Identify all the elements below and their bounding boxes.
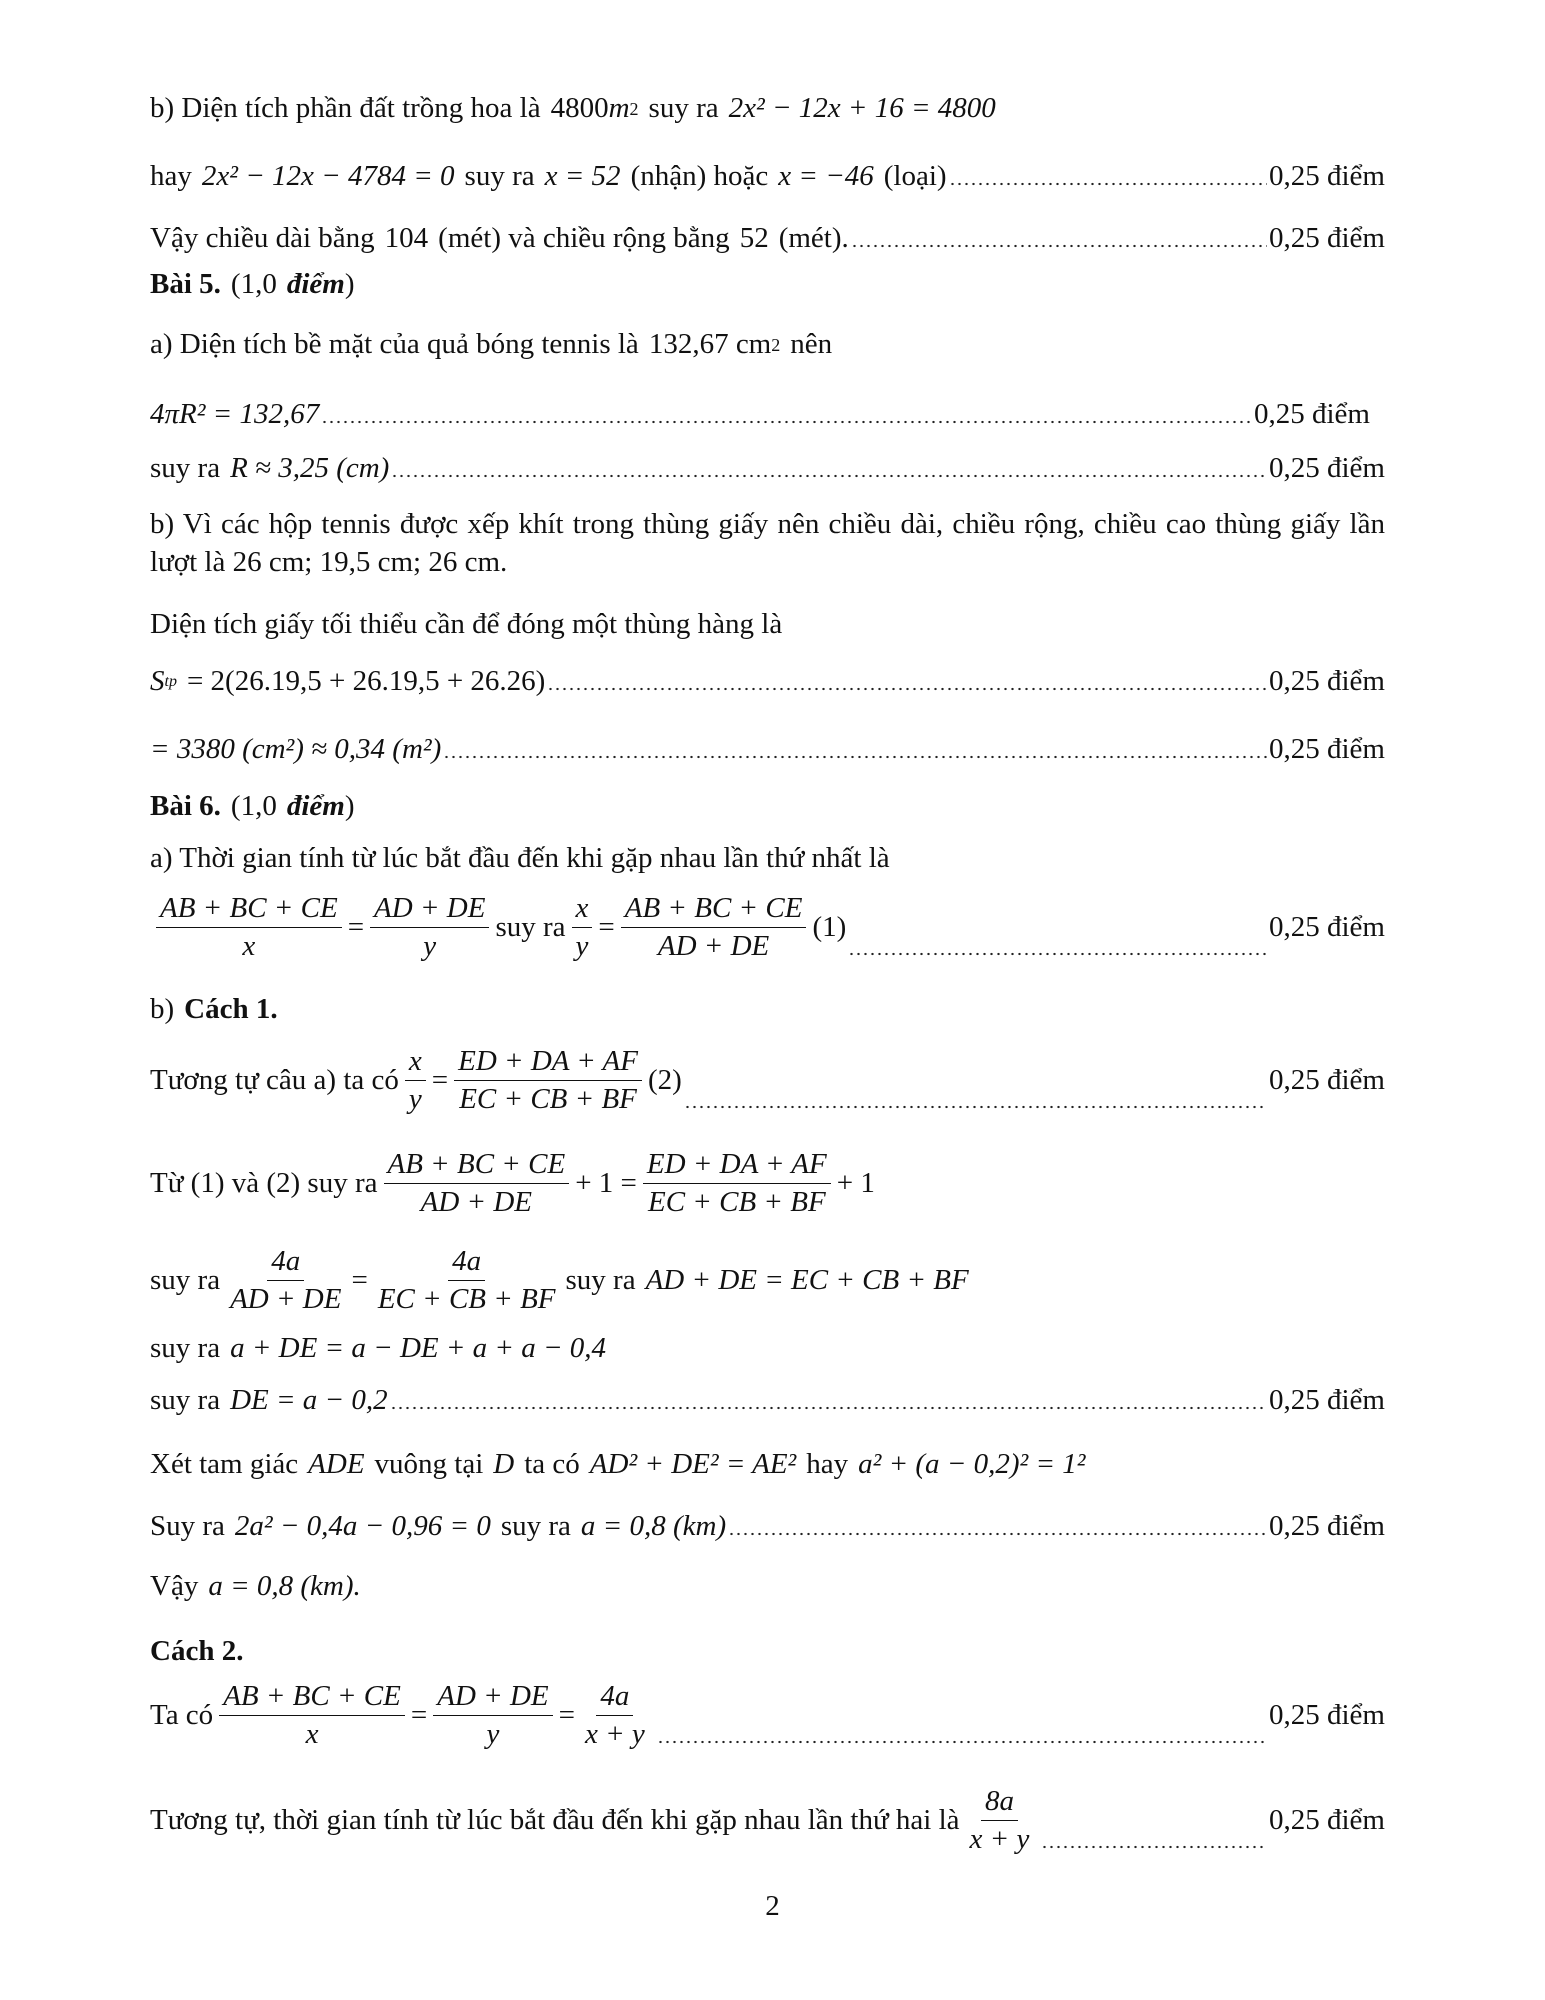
fraction: $\frac{x}{y}$ (572, 892, 593, 963)
score-label: 0,25 điểm (1254, 398, 1370, 430)
b4-area-line: b) Diện tích phần đất trồng hoa là 4800 m 2 suy ra 2x² − 12x + 16 = 4800 (150, 92, 996, 124)
b6-suy-line: Suy ra 2a² − 0,4a − 0,96 = 0 suy ra a = 0,8 (km) 0,25 điểm (150, 1510, 1385, 1542)
score-label: 0,25 điểm (1269, 733, 1385, 765)
fraction: $\frac{ED + DA + AF}{EC + CB + BF}$ (454, 1045, 642, 1116)
b6-xet-line: Xét tam giác ADE vuông tại D ta có AD² + DE² = AE² hay a² + (a − 0,2)² = 1² (150, 1448, 1086, 1480)
b6-m-line: suy ra DE = a − 0,2 0,25 điểm (150, 1384, 1385, 1416)
fraction: $\frac{AB + BC + CE}{x}$ (219, 1680, 405, 1751)
score-label: 0,25 điểm (1269, 1384, 1385, 1416)
page-number: 2 (765, 1890, 780, 1922)
score-label: 0,25 điểm (1269, 665, 1385, 697)
fraction: $\frac{x}{y}$ (405, 1045, 426, 1116)
b4-solve-line: hay 2x² − 12x − 4784 = 0 suy ra x = 52 (nhận) hoặc x = −46 (loại) 0,25 điểm (150, 160, 1385, 192)
b6-heading: Bài 6. (1,0 điểm ) (150, 790, 355, 822)
b5-heading: Bài 5. (1,0 điểm ) (150, 268, 355, 300)
score-label: 0,25 điểm (1269, 452, 1385, 484)
b4-equation: 2x² − 12x + 16 = 4800 (728, 92, 996, 124)
b5-a-line: a) Diện tích bề mặt của quả bóng tennis là 132,67 cm 2 nên (150, 328, 833, 360)
b5-dt-line: Diện tích giấy tối thiểu cần để đóng một thùng hàng là (150, 608, 783, 640)
fraction: $\frac{4a}{x + y}$ (584, 1680, 645, 1750)
fraction: $\frac{4a}{AD + DE}$ (230, 1245, 342, 1315)
b5-eq2-line: suy ra R ≈ 3,25 (cm) 0,25 điểm (150, 452, 1385, 484)
fraction: $\frac{4a}{EC + CB + BF}$ (377, 1245, 556, 1315)
b6-eq1-line: $\frac{AB + BC + CE}{x}$ = $\frac{AD + DE}{y}$ suy ra $\frac{x}{y}$ = $\frac{AB + BC + CE}{AD + DE}$ (1) 0,25 điểm (150, 892, 1385, 963)
fraction: $\frac{AB + BC + CE}{x}$ (156, 892, 342, 963)
b6-l-line: suy ra a + DE = a − DE + a + a − 0,4 (150, 1332, 607, 1364)
fraction: $\frac{AD + DE}{y}$ (370, 892, 489, 963)
score-label: 0,25 điểm (1269, 1699, 1385, 1731)
b5-s-line: S tp = 2(26.19,5 + 26.19,5 + 26.26) 0,25 điểm (150, 665, 1385, 697)
b6-b-heading: b) Cách 1. (150, 993, 278, 1025)
b6-vay-line: Vậy a = 0,8 (km). (150, 1570, 361, 1602)
b6-tt2-line: Tương tự, thời gian tính từ lúc bắt đầu đến khi gặp nhau lần thứ hai là $\frac{8a}{x + y}$ 0,25 điểm (150, 1785, 1385, 1855)
score-label: 0,25 điểm (1269, 911, 1385, 943)
b4-conclusion-line: Vậy chiều dài bằng 104 (mét) và chiều rộng bằng 52 (mét). 0,25 điểm (150, 222, 1385, 254)
b6-tt-line: Tương tự câu a) ta có $\frac{x}{y}$ = $\frac{ED + DA + AF}{EC + CB + BF}$ (2) 0,25 điểm (150, 1045, 1385, 1115)
score-label: 0,25 điểm (1269, 1064, 1385, 1096)
b5-eq1-line: 4πR² = 132,67 0,25 điểm (150, 398, 1370, 430)
fraction: $\frac{AD + DE}{y}$ (433, 1680, 552, 1751)
b6-a-line: a) Thời gian tính từ lúc bắt đầu đến khi gặp nhau lần thứ nhất là (150, 842, 890, 874)
b5-b-paragraph: b) Vì các hộp tennis được xếp khít trong thùng giấy nên chiều dài, chiều rộng, chiều cao thùng giấy lần lượt là 26 cm; 19,5 cm; 26 cm. (150, 508, 1385, 578)
score-label: 0,25 điểm (1269, 1510, 1385, 1542)
b6-sr-line: suy ra $\frac{4a}{AD + DE}$ = $\frac{4a}{EC + CB + BF}$ suy ra AD + DE = EC + CB + BF (150, 1245, 969, 1315)
b5-s-result-line: = 3380 (cm²) ≈ 0,34 (m²) 0,25 điểm (150, 733, 1385, 765)
fraction: $\frac{ED + DA + AF}{EC + CB + BF}$ (643, 1148, 831, 1219)
score-label: 0,25 điểm (1269, 222, 1385, 254)
b6-taco-line: Ta có $\frac{AB + BC + CE}{x}$ = $\frac{AD + DE}{y}$ = $\frac{4a}{x + y}$ 0,25 điểm (150, 1680, 1385, 1750)
score-label: 0,25 điểm (1269, 1804, 1385, 1836)
fraction: $\frac{AB + BC + CE}{AD + DE}$ (621, 892, 807, 963)
b6-tu-line: Từ (1) và (2) suy ra $\frac{AB + BC + CE}{AD + DE}$ + 1 = $\frac{ED + DA + AF}{EC + CB + BF}$ + 1 (150, 1148, 875, 1218)
fraction: $\frac{AB + BC + CE}{AD + DE}$ (384, 1148, 570, 1219)
fraction: $\frac{8a}{x + y}$ (969, 1785, 1030, 1855)
score-label: 0,25 điểm (1269, 160, 1385, 192)
b6-cach2-heading: Cách 2. (150, 1635, 244, 1667)
